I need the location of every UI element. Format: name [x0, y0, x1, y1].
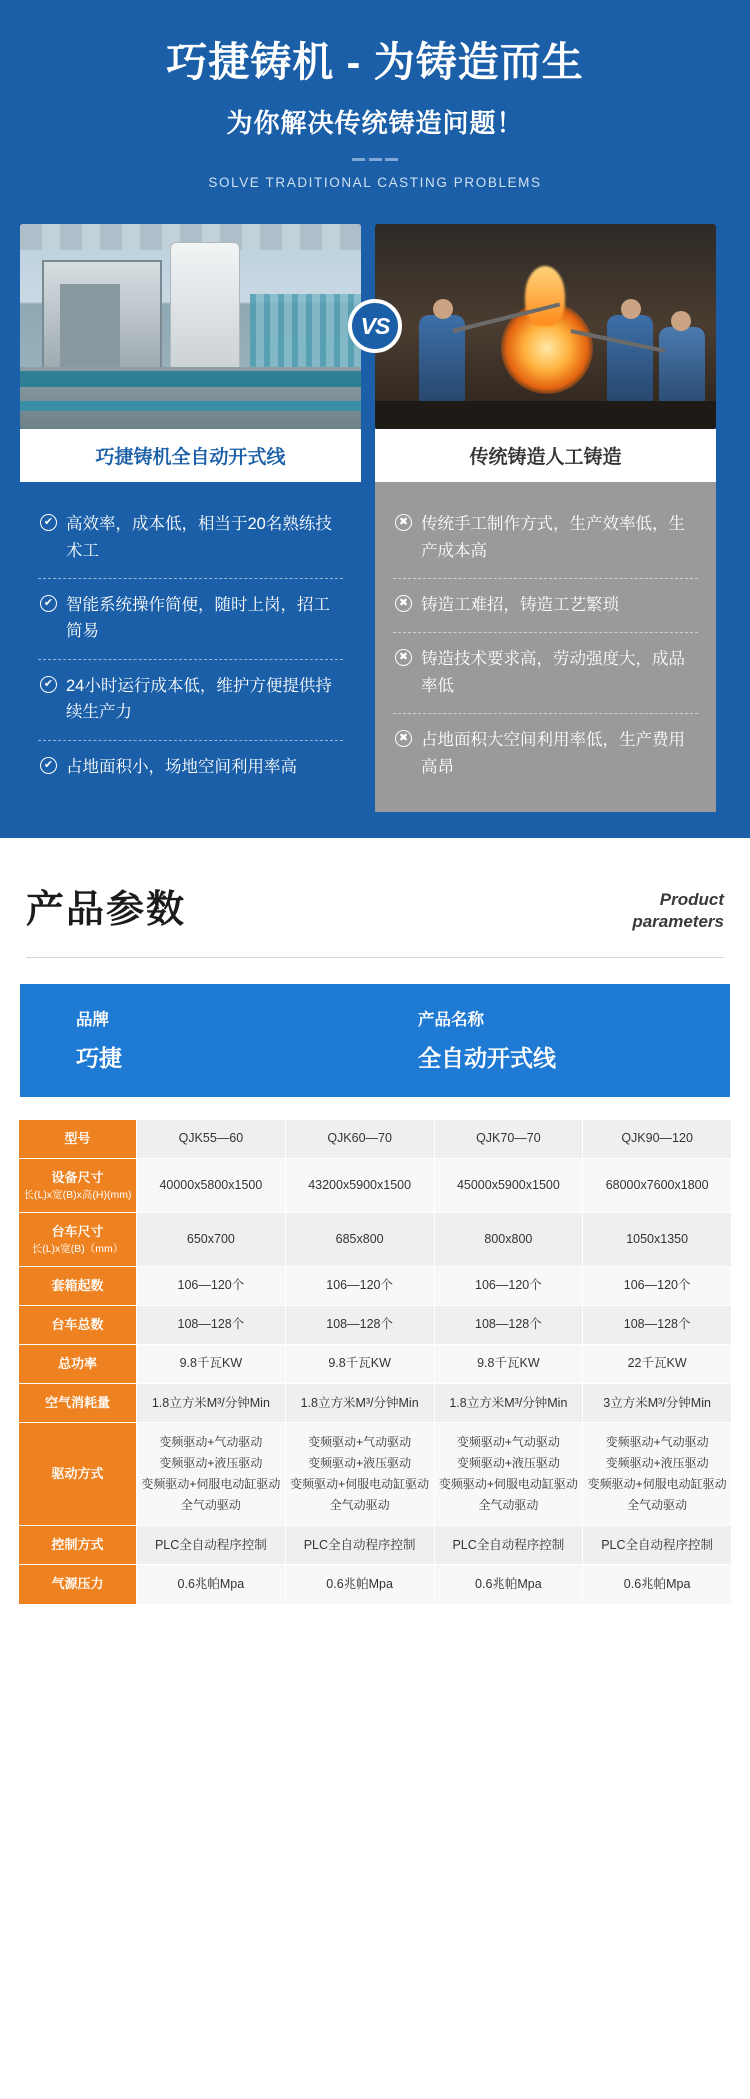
list-item-text: 24小时运行成本低，维护方便提供持续生产力 [66, 676, 332, 722]
table-cell: 变频驱动+气动驱动 变频驱动+液压驱动 变频驱动+伺服电动缸驱动 全气动驱动 [137, 1423, 286, 1526]
table-cell: 106—120个 [583, 1266, 732, 1305]
list-item [393, 714, 698, 794]
row-header-cell: 台车尺寸 长(L)x宽(B)（mm） [19, 1212, 137, 1266]
dash-mark [352, 158, 365, 161]
row-header-cell: 总功率 [19, 1345, 137, 1384]
table-cell: PLC全自动程序控制 [285, 1526, 434, 1565]
list-item [38, 498, 343, 579]
table-cell: 0.6兆帕Mpa [137, 1565, 286, 1604]
brand-cell [20, 1006, 388, 1073]
table-cell: 106—120个 [285, 1266, 434, 1305]
row-header-sublabel: 长(L)x宽(B)（mm） [31, 1243, 124, 1256]
table-cell: 9.8千瓦KW [137, 1345, 286, 1384]
row-header-cell: 空气消耗量 [19, 1384, 137, 1423]
table-row [19, 1266, 732, 1305]
right-heading: 传统铸造人工铸造 [375, 429, 716, 482]
dash-mark [369, 158, 382, 161]
list-item-text: 占地面积小，场地空间利用率高 [66, 757, 297, 776]
table-row [19, 1159, 732, 1213]
cross-icon: ✖ [395, 649, 412, 666]
table-cell: 变频驱动+气动驱动 变频驱动+液压驱动 变频驱动+伺服电动缸驱动 全气动驱动 [583, 1423, 732, 1526]
photo-floor-decor [375, 401, 716, 429]
table-row [19, 1345, 732, 1384]
parameters-title-en-line1: Product [659, 889, 724, 909]
table-cell: 1050x1350 [583, 1212, 732, 1266]
row-header-sublabel: 长(L)x宽(B)x高(H)(mm) [23, 1189, 132, 1202]
table-cell: PLC全自动程序控制 [583, 1526, 732, 1565]
table-row [19, 1119, 732, 1158]
list-item-text: 智能系统操作简便，随时上岗，招工简易 [66, 595, 330, 641]
list-item [38, 660, 343, 741]
list-item-text: 铸造技术要求高，劳动强度大，成品率低 [421, 650, 685, 695]
list-item-text: 传统手工制作方式，生产效率低，生产成本高 [421, 515, 685, 560]
advantages-list [20, 482, 361, 812]
table-cell: 650x700 [137, 1212, 286, 1266]
spec-table [18, 1119, 732, 1605]
cross-icon: ✖ [395, 595, 412, 612]
table-cell: 800x800 [434, 1212, 583, 1266]
spec-table-wrapper [18, 1119, 732, 1605]
table-cell: 685x800 [285, 1212, 434, 1266]
table-cell: 108—128个 [434, 1305, 583, 1344]
parameters-title-en-line2: parameters [632, 911, 724, 931]
list-item-text: 占地面积大空间利用率低，生产费用高昂 [421, 731, 685, 776]
hero-subtitle: 为你解决传统铸造问题！ [226, 108, 524, 139]
table-row [19, 1565, 732, 1604]
list-item-text: 高效率，成本低，相当于20名熟练技术工 [66, 515, 332, 560]
cross-icon: ✖ [395, 514, 412, 531]
disadvantages-list [375, 482, 716, 812]
table-cell: 108—128个 [137, 1305, 286, 1344]
row-header-cell: 台车总数 [19, 1305, 137, 1344]
brand-value: 巧捷 [76, 1044, 122, 1071]
table-cell: 0.6兆帕Mpa [434, 1565, 583, 1604]
check-icon: ✔ [40, 595, 57, 612]
list-item [393, 498, 698, 579]
product-value: 全自动开式线 [418, 1044, 556, 1071]
table-cell: 变频驱动+气动驱动 变频驱动+液压驱动 变频驱动+伺服电动缸驱动 全气动驱动 [434, 1423, 583, 1526]
table-cell: 68000x7600x1800 [583, 1159, 732, 1213]
list-item [38, 579, 343, 660]
row-header-cell: 气源压力 [19, 1565, 137, 1604]
brand-info-box [20, 984, 730, 1097]
comparison-column-right [375, 224, 716, 812]
table-cell: 106—120个 [137, 1266, 286, 1305]
table-cell: 106—120个 [434, 1266, 583, 1305]
check-icon: ✔ [40, 676, 57, 693]
table-cell: 1.8立方米M³/分钟Min [285, 1384, 434, 1423]
photo-spark-decor [525, 266, 565, 326]
left-heading: 巧捷铸机全自动开式线 [20, 429, 361, 482]
row-header-cell: 控制方式 [19, 1526, 137, 1565]
model-header-cell: QJK55—60 [137, 1119, 286, 1158]
table-cell: PLC全自动程序控制 [434, 1526, 583, 1565]
model-header-cell: QJK90—120 [583, 1119, 732, 1158]
table-row [19, 1384, 732, 1423]
list-item [393, 579, 698, 633]
table-cell: 1.8立方米M³/分钟Min [137, 1384, 286, 1423]
photo-tower-decor [170, 242, 240, 384]
table-row [19, 1305, 732, 1344]
page-title: 巧捷铸机 - 为铸造而生 [166, 39, 584, 85]
table-row [19, 1526, 732, 1565]
parameters-title-en [632, 889, 724, 933]
model-header-cell: QJK70—70 [434, 1119, 583, 1158]
table-cell: PLC全自动程序控制 [137, 1526, 286, 1565]
check-icon: ✔ [40, 514, 57, 531]
model-header-cell: QJK60—70 [285, 1119, 434, 1158]
vs-badge: VS [348, 299, 402, 353]
column-header-model: 型号 [19, 1119, 137, 1158]
table-cell: 45000x5900x1500 [434, 1159, 583, 1213]
dash-mark [385, 158, 398, 161]
table-cell: 变频驱动+气动驱动 变频驱动+液压驱动 变频驱动+伺服电动缸驱动 全气动驱动 [285, 1423, 434, 1526]
hero-banner [0, 0, 750, 224]
manual-casting-photo [375, 224, 716, 429]
table-cell: 108—128个 [285, 1305, 434, 1344]
row-header-cell: 设备尺寸 长(L)x宽(B)x高(H)(mm) [19, 1159, 137, 1213]
photo-machine-inner-decor [60, 284, 120, 376]
table-cell: 43200x5900x1500 [285, 1159, 434, 1213]
divider-line [26, 957, 724, 958]
product-label: 产品名称 [418, 1010, 484, 1029]
comparison-section [0, 224, 750, 838]
cross-icon: ✖ [395, 730, 412, 747]
row-header-cell: 驱动方式 [19, 1423, 137, 1526]
comparison-column-left [20, 224, 361, 812]
table-row [19, 1212, 732, 1266]
table-cell: 0.6兆帕Mpa [583, 1565, 732, 1604]
table-cell: 22千瓦KW [583, 1345, 732, 1384]
table-cell: 9.8千瓦KW [285, 1345, 434, 1384]
parameters-heading [0, 838, 750, 947]
table-cell: 9.8千瓦KW [434, 1345, 583, 1384]
photo-worker-decor [607, 315, 653, 407]
table-cell: 108—128个 [583, 1305, 732, 1344]
list-item [38, 741, 343, 794]
table-cell: 3立方米M³/分钟Min [583, 1384, 732, 1423]
product-cell [388, 1006, 730, 1073]
hero-english-tagline: SOLVE TRADITIONAL CASTING PROBLEMS [208, 175, 542, 191]
parameters-title-cn: 产品参数 [26, 888, 187, 931]
machine-line-photo [20, 224, 361, 429]
list-item [393, 633, 698, 714]
divider-dashes [352, 158, 398, 161]
table-row [19, 1423, 732, 1526]
row-header-cell: 套箱起数 [19, 1266, 137, 1305]
brand-label: 品牌 [76, 1010, 109, 1029]
photo-conveyor2-decor [20, 401, 361, 411]
photo-conveyor-decor [20, 371, 361, 387]
table-cell: 0.6兆帕Mpa [285, 1565, 434, 1604]
photo-worker-decor [659, 327, 705, 407]
check-icon: ✔ [40, 757, 57, 774]
table-cell: 1.8立方米M³/分钟Min [434, 1384, 583, 1423]
table-cell: 40000x5800x1500 [137, 1159, 286, 1213]
list-item-text: 铸造工难招，铸造工艺繁琐 [421, 595, 619, 614]
